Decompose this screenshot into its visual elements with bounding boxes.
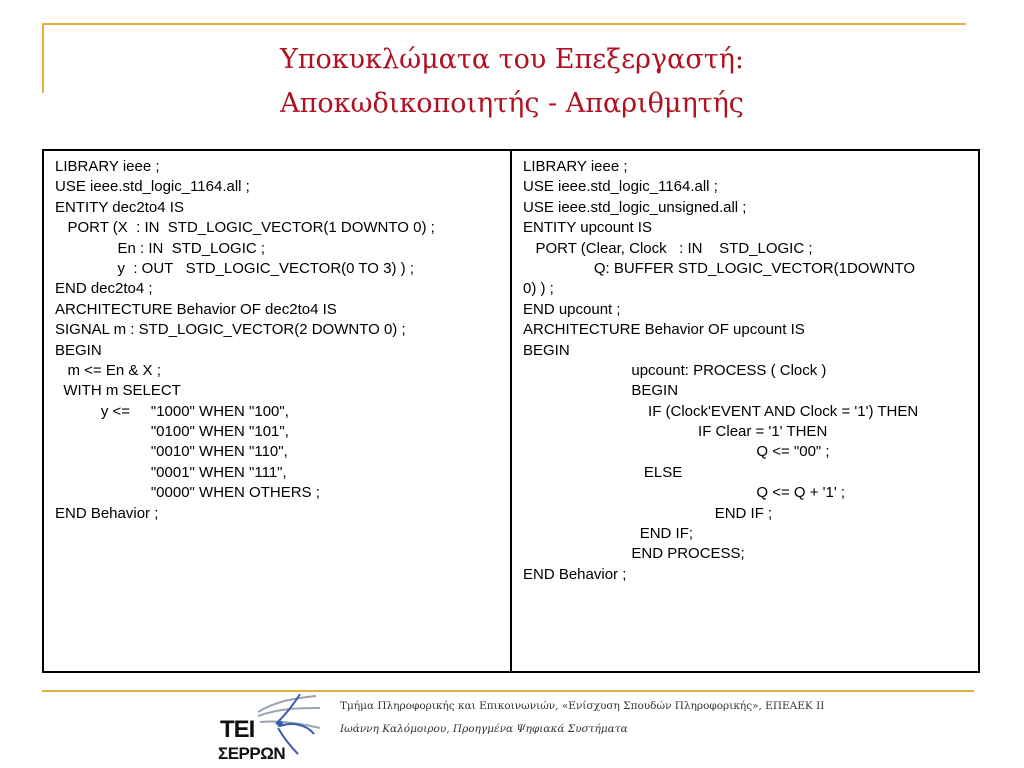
- code-line: END dec2to4 ;: [55, 280, 153, 298]
- counter-code-cell: [512, 151, 978, 671]
- code-line: "0100" WHEN "101",: [55, 423, 289, 441]
- code-line: LIBRARY ieee ;: [55, 158, 160, 175]
- title-line-1: Υποκυκλώματα του Επεξεργαστή:: [279, 44, 745, 75]
- code-line: ENTITY upcount IS: [523, 219, 652, 237]
- code-line: END IF;: [523, 525, 694, 543]
- code-line: ARCHITECTURE Behavior OF upcount IS: [523, 321, 805, 339]
- code-line: y : OUT STD_LOGIC_VECTOR(0 TO 3) ) ;: [55, 259, 414, 277]
- code-line: Q: BUFFER STD_LOGIC_VECTOR(1DOWNTO: [523, 259, 915, 277]
- code-line: Q <= "00" ;: [523, 443, 830, 461]
- code-line: En : IN STD_LOGIC ;: [55, 239, 266, 257]
- code-line: BEGIN: [523, 341, 570, 359]
- code-line: BEGIN: [55, 341, 102, 359]
- footer-course: Ιωάννη Καλόμοιρου, Προηγμένα Ψηφιακά Συστήματα: [340, 723, 628, 735]
- code-line: END Behavior ;: [523, 565, 627, 583]
- code-line: WITH m SELECT: [55, 382, 181, 400]
- code-line: ELSE: [523, 463, 683, 481]
- title-line-2: Αποκωδικοποιητής - Απαριθμητής: [280, 88, 744, 119]
- code-line: END upcount ;: [523, 300, 621, 318]
- code-line: USE ieee.std_logic_1164.all ;: [523, 178, 718, 196]
- slide-title: [60, 38, 964, 126]
- code-line: PORT (X : IN STD_LOGIC_VECTOR(1 DOWNTO 0) ;: [55, 219, 435, 237]
- code-line: IF Clear = '1' THEN: [523, 423, 828, 441]
- code-line: "0001" WHEN "111",: [55, 463, 287, 481]
- left-rule: [42, 23, 44, 93]
- code-line: "0010" WHEN "110",: [55, 443, 288, 461]
- code-line: END IF ;: [523, 504, 773, 522]
- code-line: USE ieee.std_logic_unsigned.all ;: [523, 198, 747, 216]
- code-line: 0) ) ;: [523, 280, 554, 298]
- logo-city-text: ΣΕΡΡΩΝ: [218, 744, 286, 763]
- top-rule: [42, 23, 966, 25]
- code-line: y <= "1000" WHEN "100",: [55, 402, 289, 420]
- code-line: END Behavior ;: [55, 504, 159, 522]
- bottom-rule: [42, 690, 974, 692]
- code-line: IF (Clock'EVENT AND Clock = '1') THEN: [523, 402, 919, 420]
- code-line: upcount: PROCESS ( Clock ): [523, 361, 827, 379]
- code-line: BEGIN: [523, 382, 679, 400]
- footer-department: Τμήμα Πληροφορικής και Επικοινωνιών, «Ενίσχυση Σπουδών Πληροφορικής», ΕΠΕΑΕΚ ΙΙ: [340, 700, 825, 712]
- code-line: ENTITY dec2to4 IS: [55, 198, 184, 216]
- code-line: LIBRARY ieee ;: [523, 158, 628, 175]
- code-line: PORT (Clear, Clock : IN STD_LOGIC ;: [523, 239, 813, 257]
- code-line: "0000" WHEN OTHERS ;: [55, 484, 320, 502]
- code-line: m <= En & X ;: [55, 361, 161, 379]
- logo-tei-text: ΤΕΙ: [220, 716, 255, 743]
- code-line: ARCHITECTURE Behavior OF dec2to4 IS: [55, 300, 337, 318]
- code-table: [42, 149, 980, 673]
- decoder-code-cell: [44, 151, 512, 671]
- code-line: END PROCESS;: [523, 545, 745, 563]
- code-line: Q <= Q + '1' ;: [523, 484, 846, 502]
- code-line: SIGNAL m : STD_LOGIC_VECTOR(2 DOWNTO 0) ;: [55, 321, 406, 339]
- code-line: USE ieee.std_logic_1164.all ;: [55, 178, 250, 196]
